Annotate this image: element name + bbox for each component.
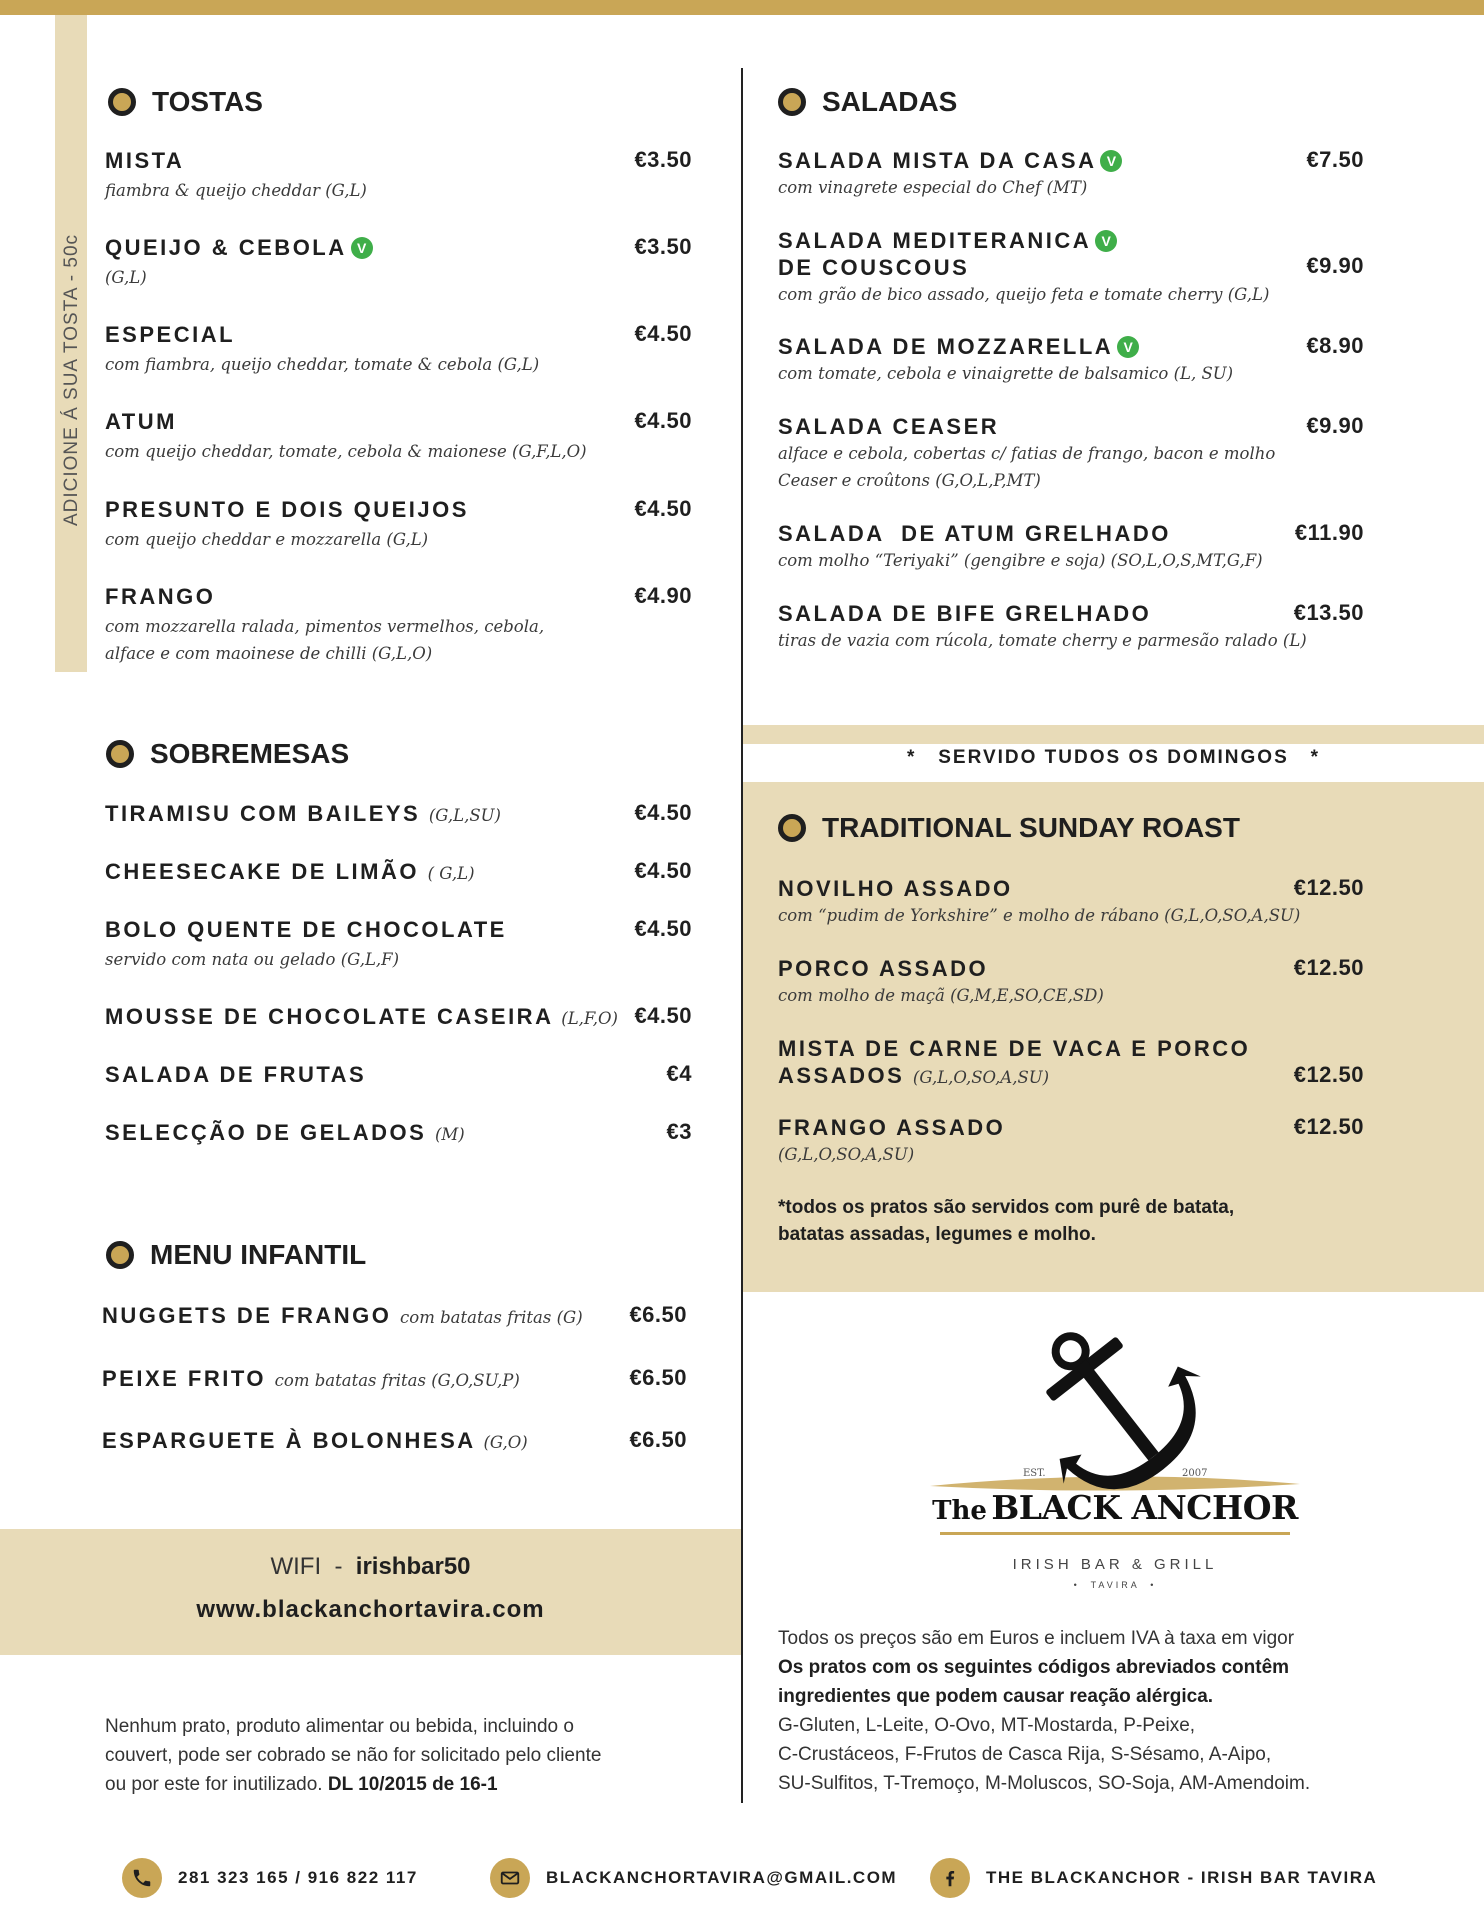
logo-wordmark [920, 1488, 1310, 1527]
item-desc: tiras de vazia com rúcola, tomate cherry e parmesão ralado (L) [778, 631, 1307, 650]
vegetarian-icon: V [1100, 150, 1122, 172]
menu-item [105, 583, 544, 667]
item-allergens: (M) [434, 1125, 465, 1144]
bullet-icon [778, 88, 806, 116]
item-name: ATUM [105, 409, 177, 434]
item-name: FRANGO [105, 584, 216, 609]
item-name: SELECÇÃO DE GELADOS [105, 1120, 427, 1145]
item-price: €12.50 [1293, 955, 1364, 980]
menu-item [105, 408, 587, 465]
item-price: €4.50 [634, 858, 692, 883]
item-price: €9.90 [1306, 413, 1364, 438]
item-allergens: (G,L,O,SO,A,SU) [912, 1068, 1050, 1087]
item-name: ESPECIAL [105, 322, 236, 347]
saladas-title: SALADAS [822, 86, 958, 117]
sunday-header [778, 812, 1240, 844]
item-desc: com tomate, cebola e vinaigrette de balsamico (L, SU) [778, 364, 1234, 383]
menu-item [778, 875, 1300, 929]
item-price: €4.50 [634, 496, 692, 521]
email-address: BLACKANCHORTAVIRA@GMAIL.COM [546, 1868, 898, 1887]
sobremesas-title: SOBREMESAS [150, 738, 350, 769]
facebook-icon [930, 1858, 970, 1898]
info-line: Todos os preços são em Euros e incluem IVA à taxa em vigor [778, 1628, 1295, 1649]
item-name: SALADA DE FRUTAS [105, 1062, 367, 1087]
phone-number: 281 323 165 / 916 822 117 [178, 1868, 418, 1887]
wifi-line [0, 1553, 741, 1581]
menu-item [778, 227, 1269, 308]
info-line: G-Gluten, L-Leite, O-Ovo, MT-Mostarda, P-Peixe, [778, 1715, 1196, 1736]
logo-est: EST. [1023, 1468, 1046, 1479]
bullet-icon [778, 814, 806, 842]
wifi-password: irishbar50 [355, 1553, 471, 1580]
item-desc: fiambra & queijo cheddar (G,L) [105, 181, 367, 200]
item-price: €8.90 [1306, 333, 1364, 358]
item-name: MOUSSE DE CHOCOLATE CASEIRA [105, 1004, 553, 1029]
allergen-info [778, 1624, 1418, 1798]
website-link[interactable]: www.blackanchortavira.com [196, 1596, 545, 1623]
item-price: €12.50 [1293, 1062, 1364, 1087]
item-price: €3.50 [634, 234, 692, 259]
legal-line: Nenhum prato, produto alimentar ou bebida, incluindo o [105, 1716, 574, 1737]
menu-item [102, 1427, 528, 1456]
item-desc: (G,L) [105, 268, 147, 287]
item-name: TIRAMISU COM BAILEYS [105, 801, 421, 826]
served-sundays-banner: * SERVIDO TUDOS OS DOMINGOS * [907, 747, 1320, 768]
logo-subtitle: IRISH BAR & GRILL [1012, 1556, 1218, 1573]
logo-underline [940, 1532, 1290, 1535]
item-name: QUEIJO & CEBOLA [105, 235, 347, 260]
menu-item [105, 916, 507, 973]
note-line: *todos os pratos são servidos com purê de batata, [778, 1197, 1235, 1218]
sunday-top-band [743, 725, 1484, 744]
item-desc: (G,L,O,SO,A,SU) [778, 1145, 915, 1164]
sunday-roast-note [778, 1194, 1338, 1248]
menu-item [102, 1302, 583, 1331]
item-name: MISTA DE CARNE DE VACA E PORCO [778, 1036, 1251, 1061]
logo-town: • TAVIRA • [1073, 1580, 1157, 1590]
infantil-title: MENU INFANTIL [150, 1239, 367, 1270]
menu-item [105, 1061, 366, 1088]
item-name: SALADA DE ATUM GRELHADO [778, 521, 1171, 546]
legal-line: couvert, pode ser cobrado se não for solicitado pelo cliente [105, 1745, 602, 1766]
logo-the: The [932, 1496, 987, 1526]
legal-notice [105, 1712, 705, 1799]
item-price: €4 [666, 1061, 692, 1086]
tostas-header [108, 86, 263, 118]
item-price: €4.50 [634, 1003, 692, 1028]
item-name-line2: DE COUSCOUS [778, 255, 970, 280]
item-price: €6.50 [629, 1427, 687, 1452]
legal-decree: DL 10/2015 de 16-1 [327, 1774, 498, 1795]
item-note: (G,O) [483, 1433, 528, 1452]
item-price: €3 [666, 1119, 692, 1144]
saladas-header [778, 86, 957, 118]
menu-item [105, 321, 539, 378]
menu-item [778, 955, 1104, 1009]
tostas-title: TOSTAS [152, 86, 263, 117]
menu-item [778, 333, 1233, 387]
menu-item [778, 413, 1275, 494]
vegetarian-icon: V [351, 237, 373, 259]
item-desc: com mozzarella ralada, pimentos vermelhos, cebola, [105, 617, 545, 636]
side-label: ADICIONE Á SUA TOSTA - 50c [61, 233, 82, 527]
email-contact[interactable] [490, 1858, 897, 1898]
bullet-icon [106, 1241, 134, 1269]
bullet-icon [106, 740, 134, 768]
item-desc: com grão de bico assado, queijo feta e tomate cherry (G,L) [778, 285, 1270, 304]
menu-item [105, 858, 475, 887]
menu-item [778, 1035, 1250, 1091]
info-line: SU-Sulfitos, T-Tremoço, M-Moluscos, SO-Soja, AM-Amendoim. [778, 1773, 1311, 1794]
phone-contact[interactable] [122, 1858, 418, 1898]
info-line: C-Crustáceos, F-Frutos de Casca Rija, S-Sésamo, A-Aipo, [778, 1744, 1272, 1765]
item-price: €12.50 [1293, 875, 1364, 900]
menu-item [778, 600, 1307, 654]
item-desc: servido com nata ou gelado (G,L,F) [105, 950, 400, 969]
menu-item [105, 800, 501, 829]
wifi-label: WIFI - [270, 1553, 356, 1580]
item-name: PEIXE FRITO [102, 1366, 267, 1391]
item-price: €6.50 [629, 1302, 687, 1327]
item-allergens: (G,L,SU) [428, 806, 501, 825]
bullet-icon [108, 88, 136, 116]
item-name: NOVILHO ASSADO [778, 876, 1013, 901]
item-desc: com molho de maçã (G,M,E,SO,CE,SD) [778, 986, 1104, 1005]
info-bold-line: Os pratos com os seguintes códigos abreviados contêm [778, 1657, 1290, 1678]
item-name: ESPARGUETE À BOLONHESA [102, 1428, 475, 1453]
item-desc: alface e cebola, cobertas c/ fatias de frango, bacon e molho [778, 444, 1276, 463]
item-price: €12.50 [1293, 1114, 1364, 1139]
item-name: PRESUNTO E DOIS QUEIJOS [105, 497, 469, 522]
menu-item [778, 147, 1122, 201]
item-name: SALADA DE BIFE GRELHADO [778, 601, 1152, 626]
item-desc: com queijo cheddar, tomate, cebola & maionese (G,F,L,O) [105, 442, 587, 461]
note-line: batatas assadas, legumes e molho. [778, 1224, 1096, 1245]
black-anchor-logo [920, 1318, 1310, 1598]
item-price: €3.50 [634, 147, 692, 172]
menu-item [105, 1003, 618, 1032]
menu-item [105, 496, 469, 553]
facebook-page: THE BLACKANCHOR - IRISH BAR TAVIRA [986, 1868, 1378, 1887]
item-price: €4.50 [634, 408, 692, 433]
sobremesas-header [106, 738, 349, 770]
sunday-title: TRADITIONAL SUNDAY ROAST [822, 812, 1240, 843]
menu-item [105, 1119, 465, 1148]
item-price: €4.50 [634, 321, 692, 346]
item-desc: com fiambra, queijo cheddar, tomate & cebola (G,L) [105, 355, 540, 374]
info-bold-line: ingredientes que podem causar reação alérgica. [778, 1686, 1214, 1707]
item-name: MISTA [105, 148, 185, 173]
phone-icon [122, 1858, 162, 1898]
item-name: SALADA DE MOZZARELLA [778, 334, 1114, 359]
legal-line: ou por este for inutilizado. [105, 1774, 323, 1795]
item-price: €9.90 [1306, 253, 1364, 278]
item-name: PORCO ASSADO [778, 956, 989, 981]
logo-name: BLACK ANCHOR [991, 1488, 1298, 1527]
item-desc: com “pudim de Yorkshire” e molho de rábano (G,L,O,SO,A,SU) [778, 906, 1301, 925]
facebook-contact[interactable] [930, 1858, 1377, 1898]
item-price: €4.50 [634, 800, 692, 825]
top-accent-bar [0, 0, 1484, 15]
infantil-header [106, 1239, 366, 1271]
item-desc: Ceaser e croûtons (G,O,L,P,MT) [778, 471, 1041, 490]
item-note: com batatas fritas (G,O,SU,P) [274, 1371, 520, 1390]
menu-item [102, 1365, 520, 1394]
menu-item [105, 234, 373, 291]
item-allergens: (L,F,O) [561, 1009, 618, 1028]
vegetarian-icon: V [1095, 230, 1117, 252]
logo-year: 2007 [1182, 1468, 1208, 1479]
item-name-line2: ASSADOS [778, 1063, 905, 1088]
item-allergens: ( G,L) [427, 864, 475, 883]
wifi-band [0, 1529, 741, 1655]
item-desc: com molho “Teriyaki” (gengibre e soja) (SO,L,O,S,MT,G,F) [778, 551, 1263, 570]
item-desc: alface e com maoinese de chilli (G,L,O) [105, 644, 433, 663]
item-price: €4.90 [634, 583, 692, 608]
item-name: SALADA CEASER [778, 414, 1000, 439]
item-desc: com vinagrete especial do Chef (MT) [778, 178, 1088, 197]
menu-item [778, 1114, 1005, 1168]
item-note: com batatas fritas (G) [400, 1308, 583, 1327]
item-name: NUGGETS DE FRANGO [102, 1303, 392, 1328]
menu-item [105, 147, 367, 204]
item-desc: com queijo cheddar e mozzarella (G,L) [105, 530, 429, 549]
item-price: €11.90 [1294, 520, 1364, 545]
mail-icon [490, 1858, 530, 1898]
item-name: FRANGO ASSADO [778, 1115, 1006, 1140]
item-name: SALADA MISTA DA CASA [778, 148, 1097, 173]
item-name: BOLO QUENTE DE CHOCOLATE [105, 917, 507, 942]
vegetarian-icon: V [1117, 336, 1139, 358]
menu-item [778, 520, 1263, 574]
item-name: CHEESECAKE DE LIMÃO [105, 859, 419, 884]
item-price: €7.50 [1306, 147, 1364, 172]
item-price: €13.50 [1293, 600, 1364, 625]
item-price: €6.50 [629, 1365, 687, 1390]
item-price: €4.50 [634, 916, 692, 941]
item-name: SALADA MEDITERANICA [778, 228, 1092, 253]
